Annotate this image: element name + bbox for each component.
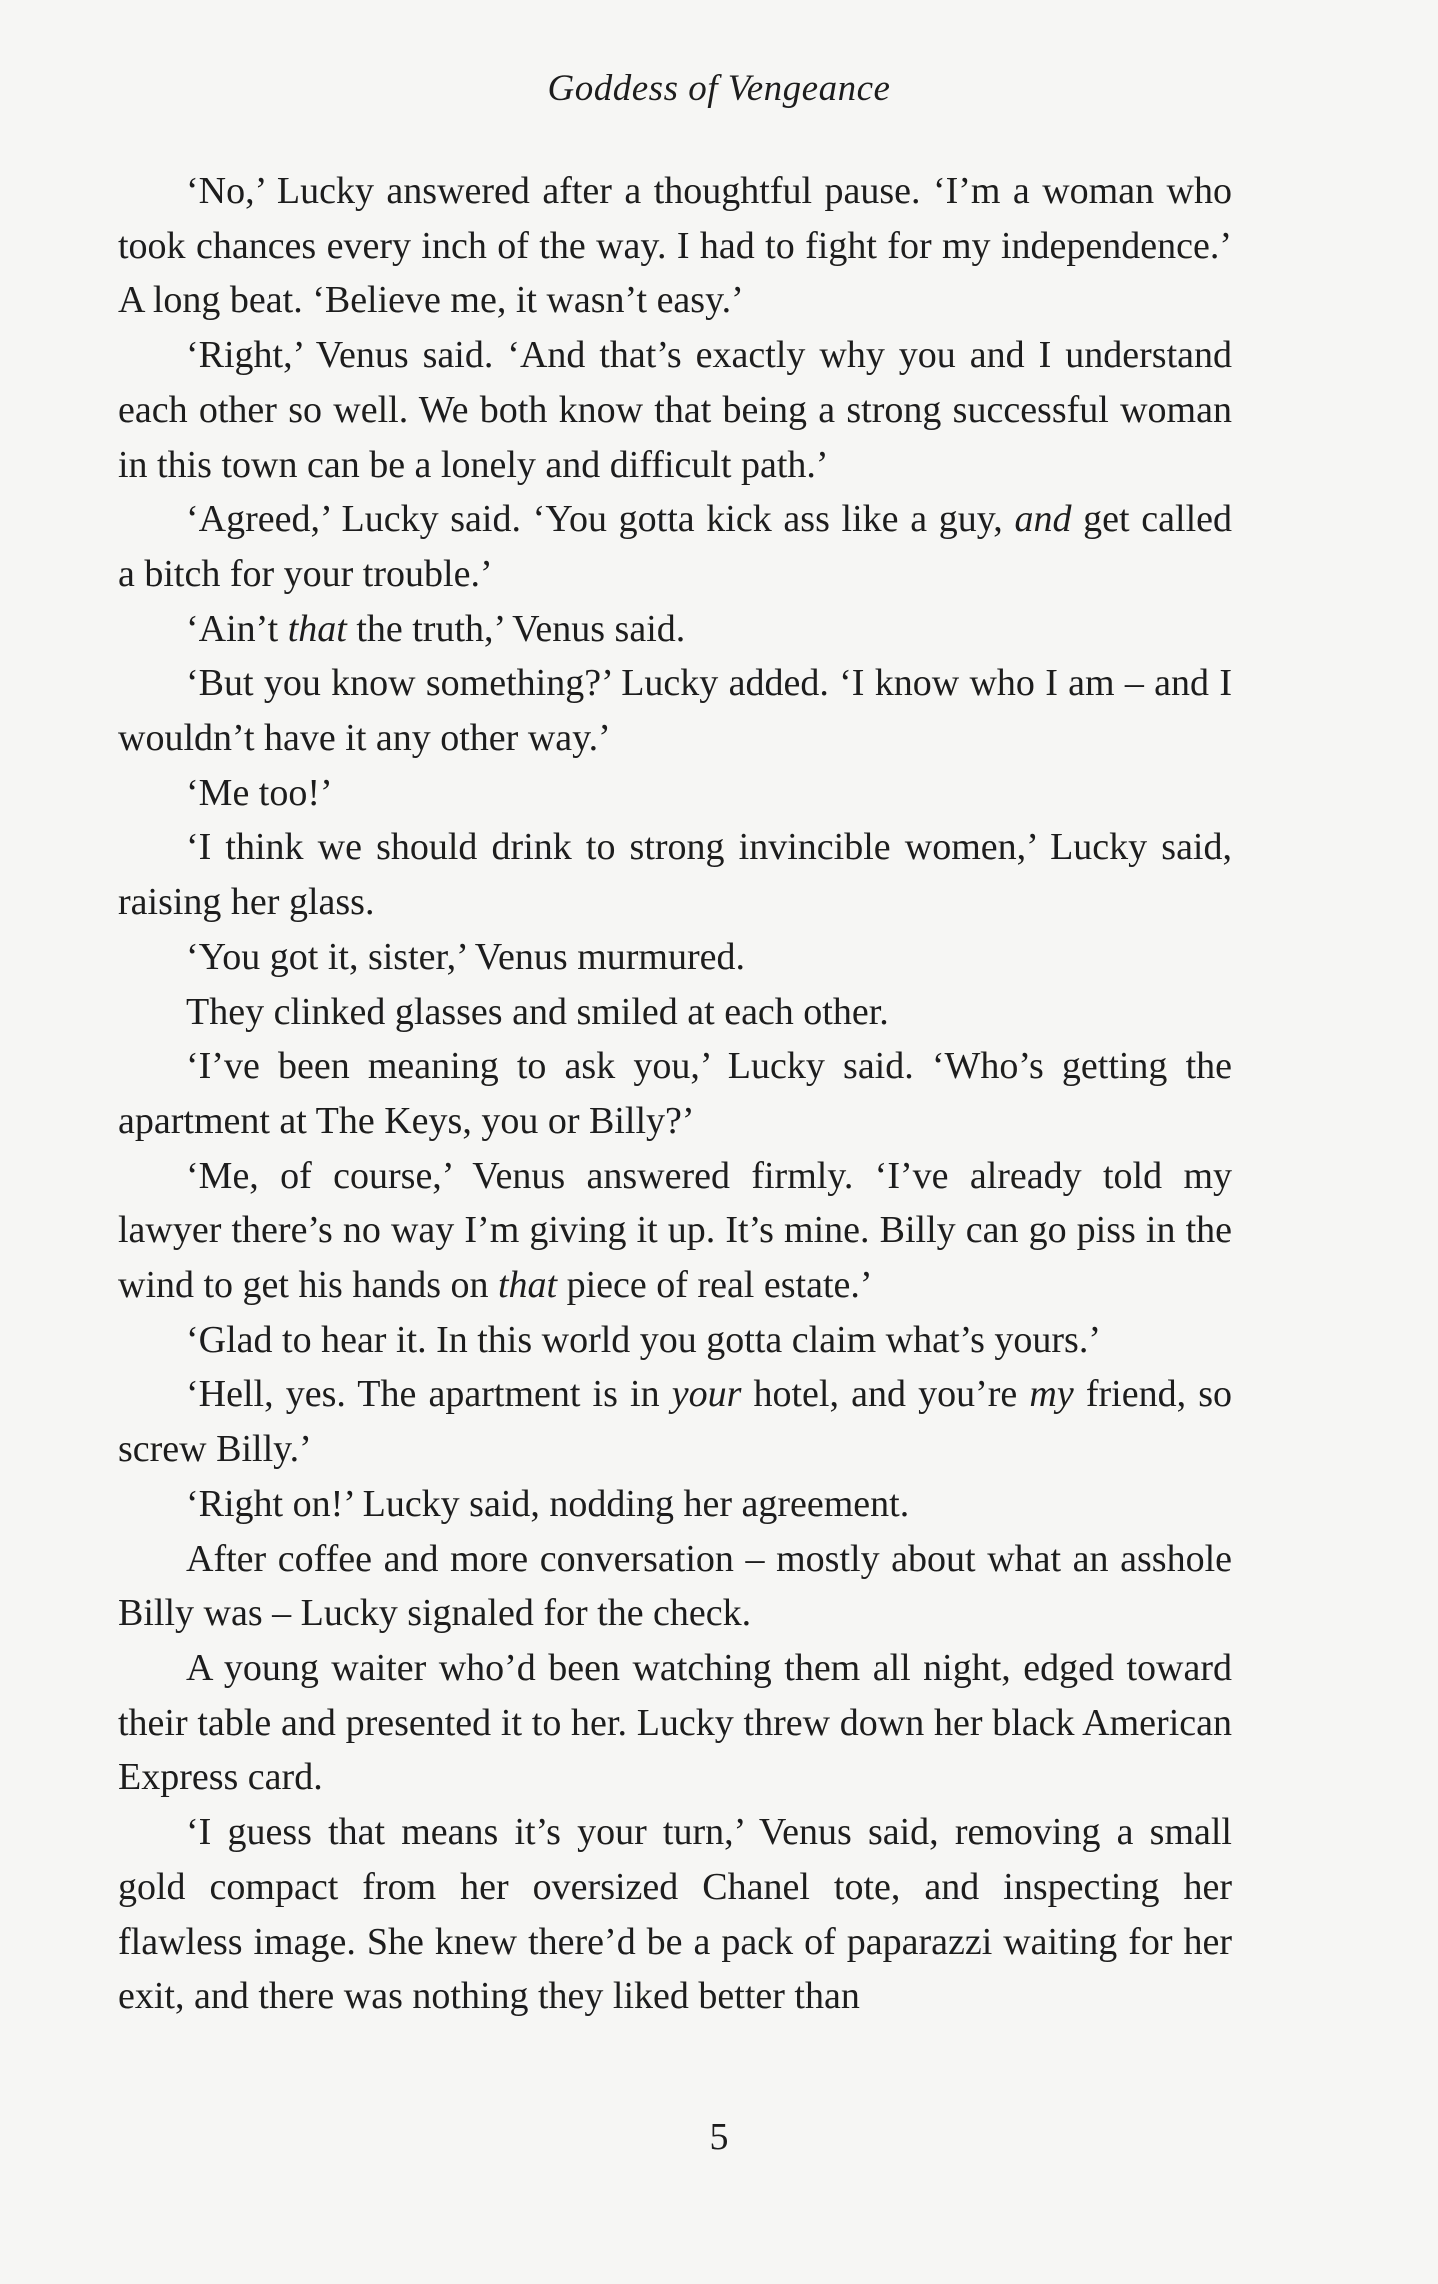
paragraph-text: ‘I’ve been meaning to ask you,’ Lucky said. ‘Who’s getting the apartment at The Keys, you or Billy?’ [118,1045,1232,1142]
paragraph [118,1641,1232,1805]
paragraph-text: ‘No,’ Lucky answered after a thoughtful pause. ‘I’m a woman who took chances every inch of the way. I had to fight for my independence.’ A long beat. ‘Believe me, it wasn’t easy.’ [118,170,1232,322]
paragraph [118,766,1232,821]
italic-text: my [1029,1373,1074,1416]
paragraph-text: ‘But you know something?’ Lucky added. ‘I know who I am – and I wouldn’t have it any other way.’ [118,662,1232,760]
paragraph [118,1532,1232,1641]
italic-text: that [287,607,347,650]
paragraph [118,656,1232,765]
paragraph-text: ‘Right,’ Venus said. ‘And that’s exactly why you and I understand each other so well. We both know that being a strong successful woman in this town can be a lonely and difficult path.’ [118,334,1232,486]
paragraph-text: ‘Ain’t [186,607,288,650]
paragraph [118,930,1232,985]
paragraph-text: ‘Right on!’ Lucky said, nodding her agreement. [186,1482,910,1525]
paragraph-text: ‘Me, of course,’ Venus answered firmly. ‘I’ve already told my lawyer there’s no way I’m giving it up. It’s mine. Billy can go piss in the wind to get his hands on [118,1154,1232,1307]
paragraph-text: ‘Hell, yes. The apartment is in [186,1373,672,1416]
running-head: Goddess of Vengeance [547,68,891,109]
paragraph-text: ‘Glad to hear it. In this world you gotta claim what’s yours.’ [186,1318,1101,1361]
paragraph [118,1367,1232,1476]
paragraph-text: ‘Me too!’ [186,771,333,814]
paragraph-text: A young waiter who’d been watching them all night, edged toward their table and presented it to her. Lucky threw down her black American Express card. [118,1646,1232,1799]
paragraph-text: ‘Agreed,’ Lucky said. ‘You gotta kick ass like a guy, [186,498,1015,541]
paragraph [118,985,1232,1040]
paragraph [118,328,1232,492]
paragraph [118,1149,1232,1313]
paragraph-text: the truth,’ Venus said. [346,607,686,650]
paragraph [118,820,1232,929]
paragraph [118,492,1232,601]
paragraph [118,1039,1232,1148]
body-text [118,164,1232,2024]
italic-text: and [1014,498,1072,541]
paragraph-text: ‘I guess that means it’s your turn,’ Venus said, removing a small gold compact from her oversized Chanel tote, and inspecting her flawless image. She knew there’d be a pack of paparazzi waiting for her exit, and there was nothing they liked better than [118,1811,1232,2018]
paragraph-text: friend, so screw Billy.’ [118,1373,1232,1471]
italic-text: your [671,1373,742,1416]
paragraph-text: They clinked glasses and smiled at each other. [186,990,889,1033]
paragraph-text: ‘You got it, sister,’ Venus murmured. [186,935,745,978]
paragraph-text: ‘I think we should drink to strong invincible women,’ Lucky said, raising her glass. [118,826,1232,924]
italic-text: that [497,1264,558,1307]
paragraph-text: After coffee and more conversation – mostly about what an asshole Billy was – Lucky signaled for the check. [118,1537,1232,1635]
paragraph-text: hotel, and you’re [741,1373,1030,1416]
paragraph [118,1805,1232,2024]
paragraph [118,602,1232,657]
paragraph-text: get called a bitch for your trouble.’ [118,498,1232,595]
paragraph [118,164,1232,328]
page-number: 5 [709,2116,729,2158]
paragraph-text: piece of real estate.’ [557,1264,873,1307]
paragraph [118,1313,1232,1368]
paragraph [118,1477,1232,1532]
